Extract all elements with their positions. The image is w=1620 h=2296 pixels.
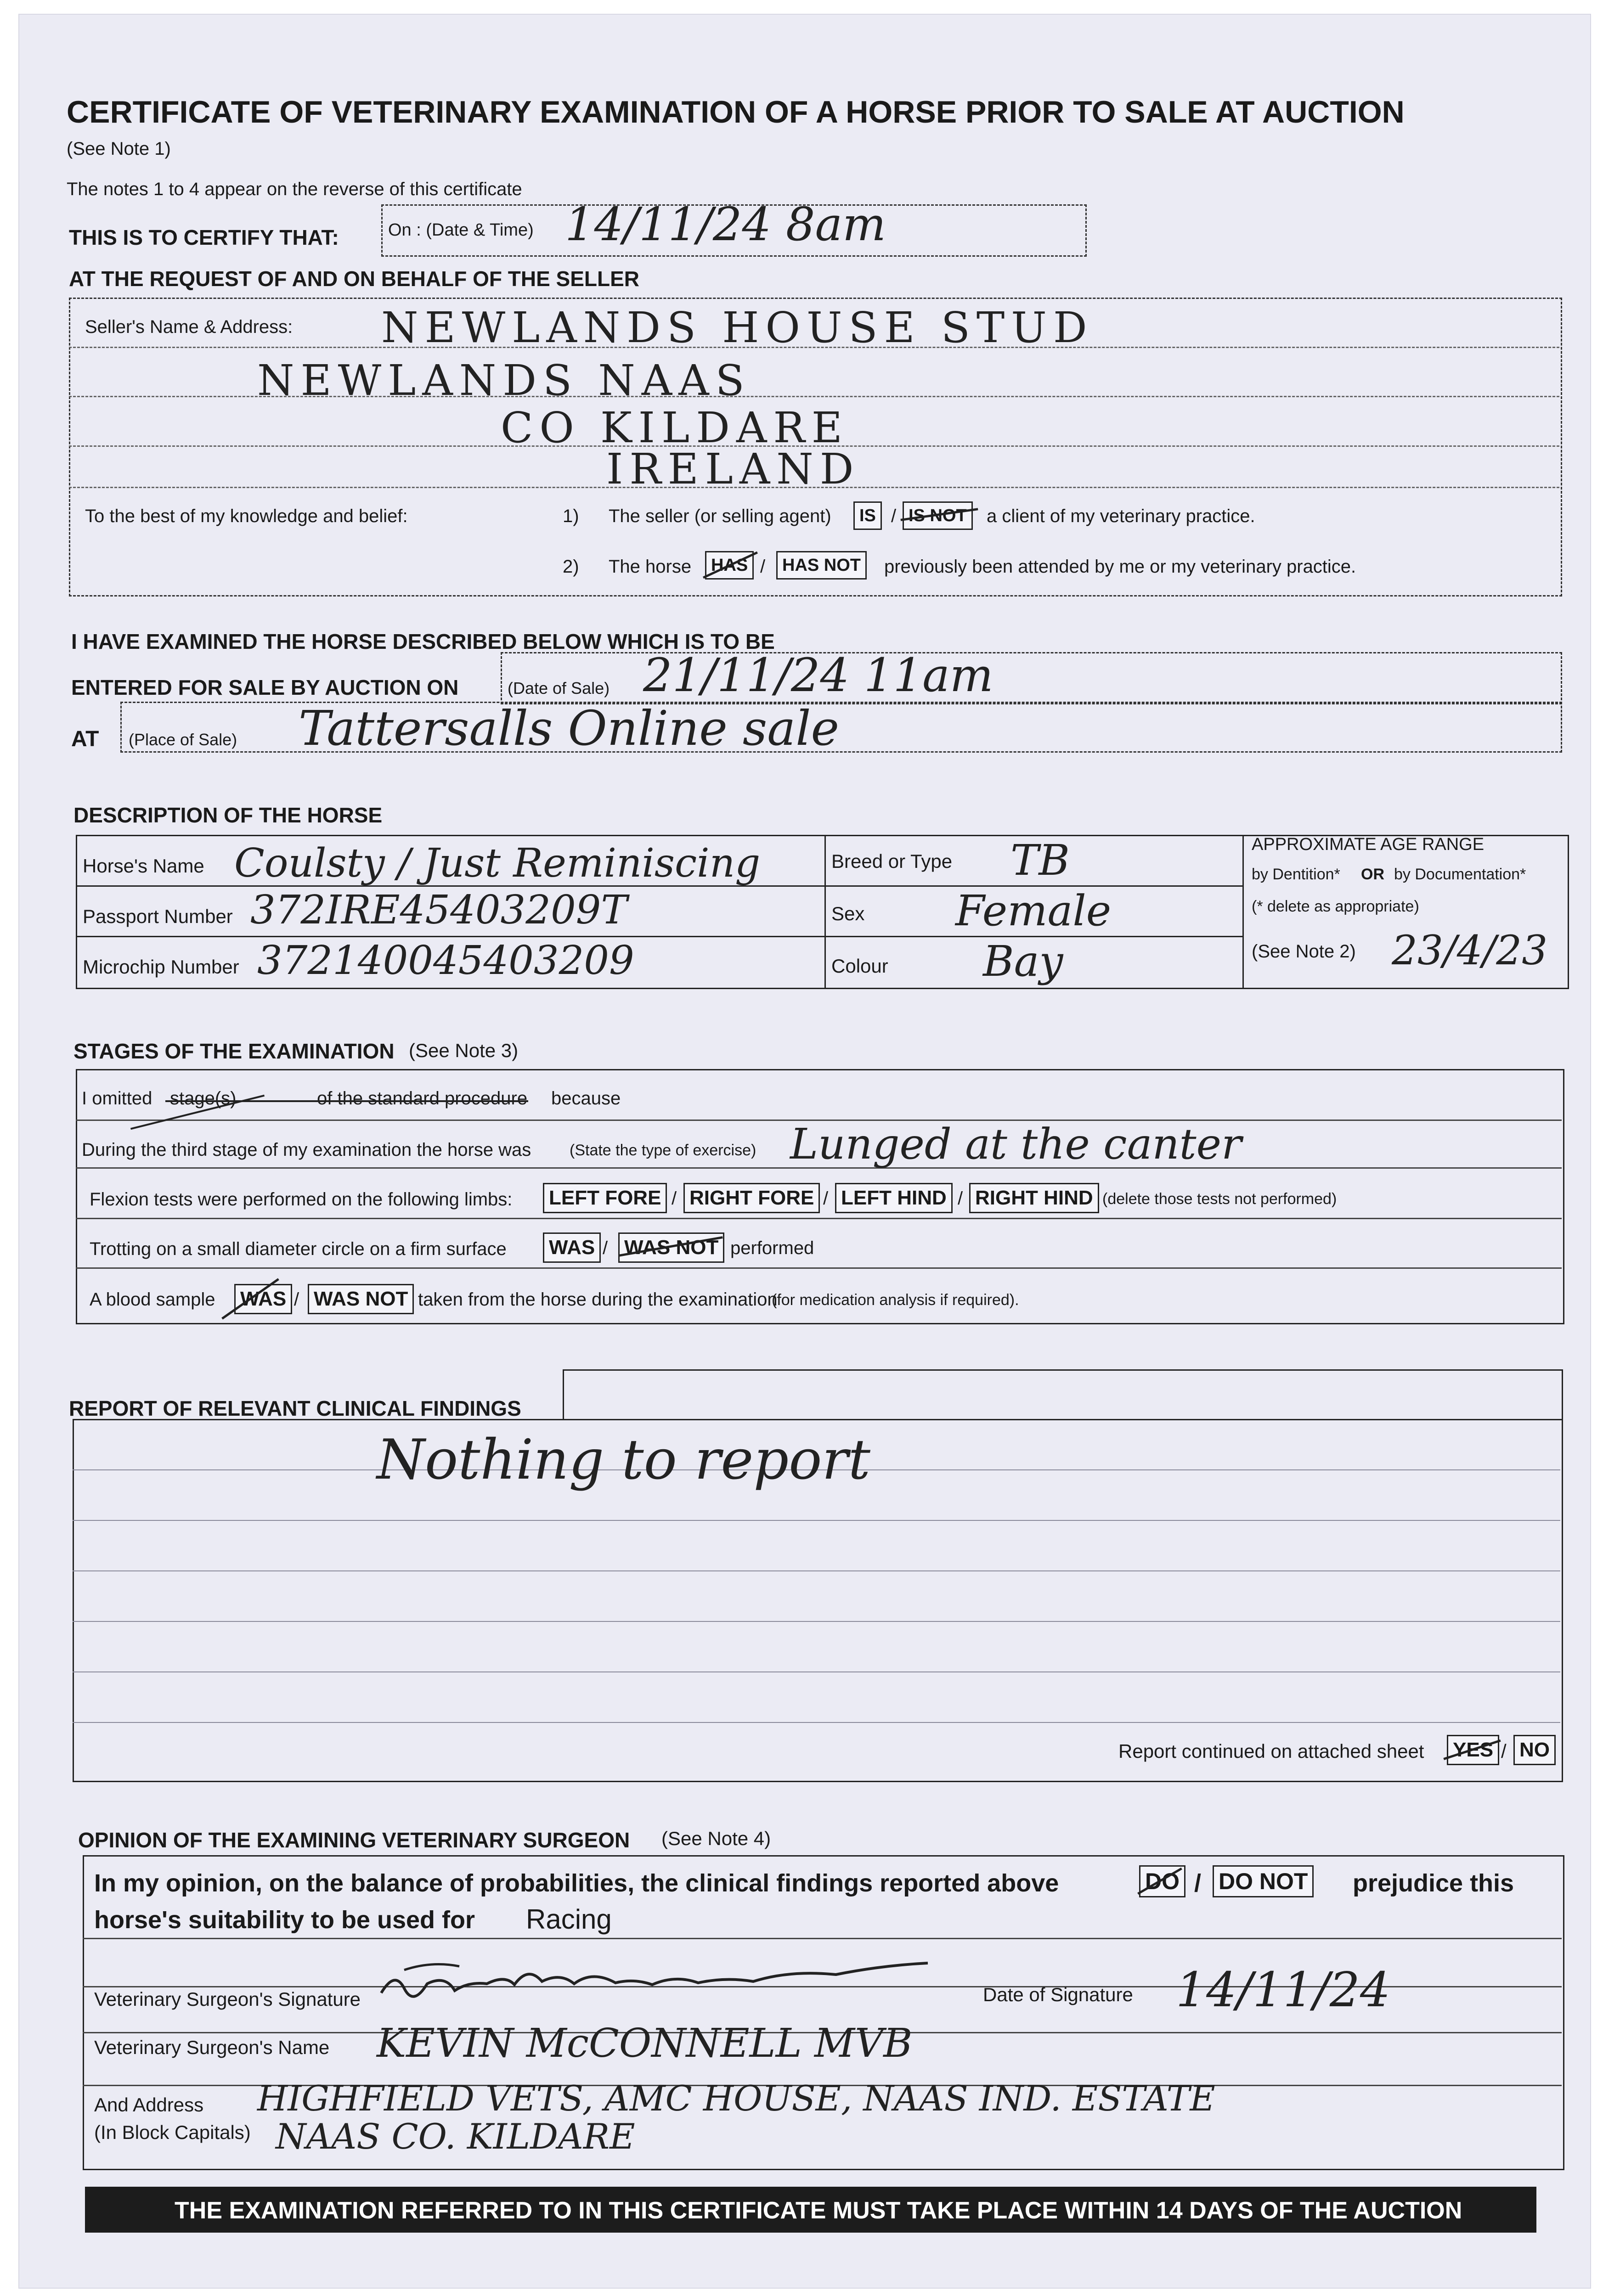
continued-yes-option[interactable]: YES: [1447, 1735, 1499, 1765]
passport-value[interactable]: 372IRE45403209T: [250, 887, 627, 933]
blood-label: A blood sample: [90, 1289, 215, 1310]
place-of-sale-value[interactable]: Tattersalls Online sale: [299, 700, 840, 756]
trot-was-not-option[interactable]: WAS NOT: [618, 1232, 724, 1263]
trot-was-option[interactable]: WAS: [543, 1232, 601, 1263]
report-rule-6: [73, 1722, 1560, 1723]
opinion-rule-1: [83, 1938, 1562, 1939]
flex-sep-2: /: [823, 1188, 829, 1209]
report-rule-4: [73, 1621, 1560, 1622]
report-rule-2: [73, 1520, 1560, 1521]
third-stage-label: During the third stage of my examination the horse was: [82, 1140, 531, 1160]
address-label-2: (In Block Capitals): [94, 2122, 251, 2143]
signature-label: Veterinary Surgeon's Signature: [94, 1988, 361, 2010]
sex-value[interactable]: Female: [955, 886, 1112, 935]
stages-heading: STAGES OF THE EXAMINATION: [73, 1039, 395, 1063]
footer-banner-text: THE EXAMINATION REFERRED TO IN THIS CERTIFICATE MUST TAKE PLACE WITHIN 14 DAYS OF THE AUCTION: [175, 2197, 1462, 2224]
microchip-label: Microchip Number: [83, 956, 239, 978]
opinion-do-not-option[interactable]: DO NOT: [1213, 1865, 1314, 1897]
age-value[interactable]: 23/4/23: [1392, 927, 1548, 974]
stages-rule-3: [76, 1218, 1562, 1219]
report-heading: REPORT OF RELEVANT CLINICAL FINDINGS: [69, 1396, 521, 1420]
on-date-value[interactable]: 14/11/24 8am: [565, 197, 886, 251]
date-of-sale-label: (Date of Sale): [508, 679, 610, 698]
date-of-signature-label: Date of Signature: [983, 1984, 1133, 2005]
seller-line4[interactable]: IRELAND: [606, 445, 860, 494]
examined-label: I HAVE EXAMINED THE HORSE DESCRIBED BELOW WHICH IS TO BE: [71, 630, 775, 653]
blood-was-not-option[interactable]: WAS NOT: [308, 1284, 414, 1314]
place-of-sale-label: (Place of Sale): [129, 730, 237, 749]
left-hind-option[interactable]: LEFT HIND: [835, 1183, 953, 1213]
omitted-because: because: [551, 1088, 621, 1109]
seller-rule-4: [69, 487, 1559, 488]
request-label: AT THE REQUEST OF AND ON BEHALF OF THE SELLER: [69, 267, 639, 291]
at-label: AT: [71, 727, 99, 751]
omitted-stages: stage(s): [170, 1088, 237, 1109]
item2-text: The horse: [609, 557, 692, 577]
age-or: OR: [1361, 866, 1384, 883]
seller-line1[interactable]: NEWLANDS HOUSE STUD: [381, 303, 1094, 352]
horse-table-divider-1: [824, 835, 826, 989]
horse-name-value[interactable]: Coulsty / Just Reminiscing: [234, 840, 761, 886]
item1-sep: /: [891, 506, 897, 526]
is-not-option[interactable]: IS NOT: [903, 501, 973, 530]
report-header-box: [563, 1369, 1563, 1420]
report-value[interactable]: Nothing to report: [377, 1428, 871, 1492]
is-option[interactable]: IS: [853, 501, 882, 530]
item1-post: a client of my veterinary practice.: [987, 506, 1255, 526]
has-not-option[interactable]: HAS NOT: [776, 551, 867, 580]
trotting-label: Trotting on a small diameter circle on a firm surface: [90, 1239, 507, 1259]
age-by-dentition: by Dentition*: [1252, 866, 1340, 883]
blood-post: taken from the horse during the examination: [418, 1289, 778, 1310]
address-label-1: And Address: [94, 2094, 204, 2116]
blood-was-option[interactable]: WAS: [234, 1284, 292, 1314]
on-date-label: On : (Date & Time): [388, 220, 534, 240]
flexion-label: Flexion tests were performed on the following limbs:: [90, 1189, 513, 1210]
trot-performed: performed: [730, 1238, 814, 1258]
date-of-signature-value[interactable]: 14/11/24: [1176, 1962, 1391, 2018]
seller-rule-2: [69, 396, 1559, 397]
has-option[interactable]: HAS: [705, 551, 754, 580]
horse-table-divider-2: [1242, 835, 1244, 989]
knowledge-label: To the best of my knowledge and belief:: [85, 506, 408, 526]
opinion-sep: /: [1194, 1869, 1202, 1897]
footer-banner: [85, 2187, 1536, 2233]
continued-sep: /: [1501, 1740, 1507, 1762]
opinion-heading: OPINION OF THE EXAMINING VETERINARY SURGEON: [78, 1828, 630, 1852]
report-rule-3: [73, 1570, 1560, 1571]
item2-post: previously been attended by me or my veterinary practice.: [884, 557, 1356, 577]
horse-name-label: Horse's Name: [83, 855, 204, 877]
flex-sep-1: /: [672, 1188, 677, 1209]
age-by-documentation: by Documentation*: [1394, 866, 1526, 883]
seller-label: Seller's Name & Address:: [85, 317, 293, 337]
item2-number: 2): [563, 557, 579, 577]
opinion-text-1: In my opinion, on the balance of probabilities, the clinical findings reported above: [94, 1869, 1059, 1897]
continued-no-option[interactable]: NO: [1513, 1735, 1556, 1765]
entered-label: ENTERED FOR SALE BY AUCTION ON: [71, 675, 459, 699]
certify-label: THIS IS TO CERTIFY THAT:: [69, 225, 339, 249]
certificate-title: CERTIFICATE OF VETERINARY EXAMINATION OF A HORSE PRIOR TO SALE AT AUCTION: [67, 95, 1405, 129]
seller-line2[interactable]: NEWLANDS NAAS: [257, 356, 751, 405]
sex-label: Sex: [831, 903, 865, 924]
age-heading: APPROXIMATE AGE RANGE: [1252, 835, 1485, 854]
right-hind-option[interactable]: RIGHT HIND: [969, 1183, 1099, 1213]
item1-text: The seller (or selling agent): [609, 506, 831, 526]
right-fore-option[interactable]: RIGHT FORE: [683, 1183, 820, 1213]
microchip-value[interactable]: 372140045403209: [257, 938, 634, 984]
seller-rule-1: [69, 347, 1559, 348]
horse-heading: DESCRIPTION OF THE HORSE: [73, 803, 383, 827]
breed-value[interactable]: TB: [1010, 836, 1070, 885]
opinion-do-option[interactable]: DO: [1139, 1865, 1185, 1897]
flexion-note: (delete those tests not performed): [1102, 1190, 1337, 1208]
see-note-1: (See Note 1): [67, 139, 171, 159]
opinion-text-2: prejudice this: [1353, 1869, 1514, 1897]
blood-sep: /: [294, 1289, 299, 1310]
opinion-heading-note: (See Note 4): [661, 1828, 771, 1849]
opinion-text-3: horse's suitability to be used for: [94, 1906, 475, 1934]
stages-rule-4: [76, 1267, 1562, 1269]
omitted-standard: of the standard procedure: [317, 1088, 528, 1109]
notes-line: The notes 1 to 4 appear on the reverse of this certificate: [67, 179, 522, 199]
seller-line3[interactable]: CO KILDARE: [501, 403, 849, 452]
horse-row-rule-2: [76, 936, 1244, 937]
trot-sep: /: [603, 1238, 608, 1258]
surgeon-name-value[interactable]: KEVIN McCONNELL MVB: [377, 2020, 913, 2066]
age-delete-note: (* delete as appropriate): [1252, 898, 1419, 915]
age-see-note: (See Note 2): [1252, 941, 1356, 962]
third-stage-value[interactable]: Lunged at the canter: [790, 1120, 1242, 1169]
stages-heading-note: (See Note 3): [409, 1040, 519, 1061]
colour-value[interactable]: Bay: [983, 937, 1063, 986]
breed-label: Breed or Type: [831, 850, 953, 872]
report-rule-5: [73, 1671, 1560, 1672]
address-line-2[interactable]: NAAS CO. KILDARE: [276, 2116, 635, 2157]
date-of-sale-value[interactable]: 21/11/24 11am: [643, 648, 993, 702]
third-stage-note: (State the type of exercise): [570, 1142, 756, 1159]
report-continued: Report continued on attached sheet: [1118, 1740, 1424, 1762]
opinion-use-value[interactable]: Racing: [526, 1904, 612, 1935]
item2-sep: /: [760, 557, 766, 577]
left-fore-option[interactable]: LEFT FORE: [543, 1183, 667, 1213]
item1-number: 1): [563, 506, 579, 526]
colour-label: Colour: [831, 955, 888, 977]
omitted-strike: [165, 1100, 528, 1102]
omitted-pre: I omitted: [82, 1088, 152, 1109]
flex-sep-3: /: [958, 1188, 963, 1209]
blood-note: (for medication analysis if required).: [772, 1291, 1019, 1309]
address-line-1[interactable]: HIGHFIELD VETS, AMC HOUSE, NAAS IND. ESTATE: [257, 2078, 1215, 2119]
surgeon-name-label: Veterinary Surgeon's Name: [94, 2037, 330, 2058]
signature-image[interactable]: [377, 1956, 942, 2009]
passport-label: Passport Number: [83, 906, 233, 927]
